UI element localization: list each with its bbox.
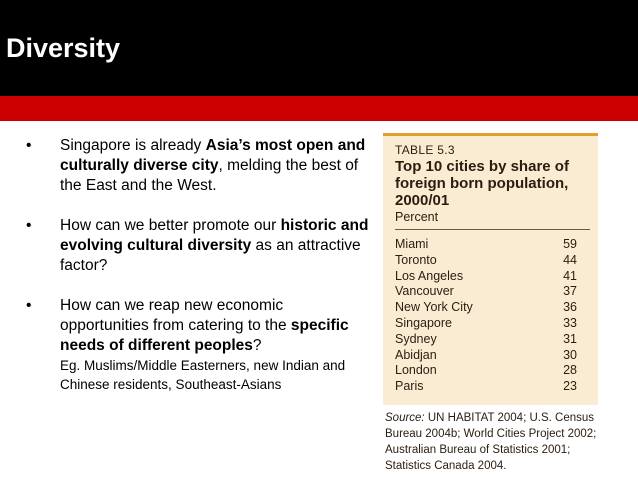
table-body — [395, 237, 590, 395]
city-value: 23 — [563, 379, 577, 394]
city-name: Singapore — [395, 315, 452, 330]
table-row — [395, 237, 590, 253]
table-unit: Percent — [395, 210, 439, 224]
city-value: 44 — [563, 252, 577, 267]
table-divider — [395, 229, 590, 230]
city-name: Paris — [395, 379, 424, 394]
bullet-bold-text: historic and evolving cultural diversity — [60, 217, 369, 254]
bullet-text: How can we better promote our — [60, 217, 281, 234]
bullet-list — [18, 136, 373, 414]
city-name: Toronto — [395, 252, 437, 267]
table-row — [395, 379, 590, 395]
city-value: 28 — [563, 363, 577, 378]
slide-title: Diversity — [6, 33, 121, 63]
bullet-item — [18, 136, 373, 196]
table-number: TABLE 5.3 — [395, 143, 455, 157]
city-value: 33 — [563, 315, 577, 330]
source-label: Source: — [385, 412, 425, 424]
table-row — [395, 284, 590, 300]
bullet-subtext: Eg. Muslims/Middle Easterners, new Indian and Chinese residents, Southeast-Asians — [60, 358, 346, 392]
table-row — [395, 316, 590, 332]
city-name: London — [395, 363, 437, 378]
city-name: Los Angeles — [395, 268, 464, 283]
table-source — [385, 410, 600, 474]
city-value: 30 — [563, 347, 577, 362]
city-value: 36 — [563, 300, 577, 315]
table-title: Top 10 cities by share of foreign born population, 2000/01 — [395, 158, 569, 209]
bullet-marker: • — [26, 217, 32, 234]
bullet-bold-text: specific needs of different peoples — [60, 317, 349, 354]
bullet-text: Singapore is already — [60, 137, 206, 154]
city-value: 37 — [563, 284, 577, 299]
bullet-item — [18, 296, 373, 394]
city-name: Abidjan — [395, 347, 437, 362]
bullet-text: , melding the best of the East and the West. — [60, 157, 359, 194]
bullet-marker: • — [26, 297, 32, 314]
bullet-marker: • — [26, 137, 32, 154]
table-row — [395, 300, 590, 316]
bullet-text: as an attractive factor? — [60, 237, 361, 274]
bullet-text: ? — [252, 337, 262, 354]
bullet-bold-text: Asia’s most open and culturally diverse city — [60, 137, 366, 174]
city-value: 59 — [563, 237, 577, 251]
bullet-text: How can we reap new economic opportunities from catering to the — [60, 297, 291, 334]
city-name: Vancouver — [395, 284, 454, 299]
source-text: UN HABITAT 2004; U.S. Census Bureau 2004b; World Cities Project 2002; Australian Bureau of Statistics 2001; Statistics Canada 2004. — [385, 412, 597, 472]
city-value: 31 — [563, 331, 577, 346]
title-bar — [0, 0, 638, 96]
table-row — [395, 253, 590, 269]
city-value: 41 — [563, 268, 577, 283]
city-name: New York City — [395, 300, 473, 315]
table-row — [395, 348, 590, 364]
bullet-item — [18, 216, 373, 276]
data-table — [383, 133, 598, 405]
table-row — [395, 332, 590, 348]
table-row — [395, 363, 590, 379]
table-row — [395, 269, 590, 285]
city-name: Sydney — [395, 331, 437, 346]
city-name: Miami — [395, 237, 429, 251]
accent-bar — [0, 96, 638, 121]
